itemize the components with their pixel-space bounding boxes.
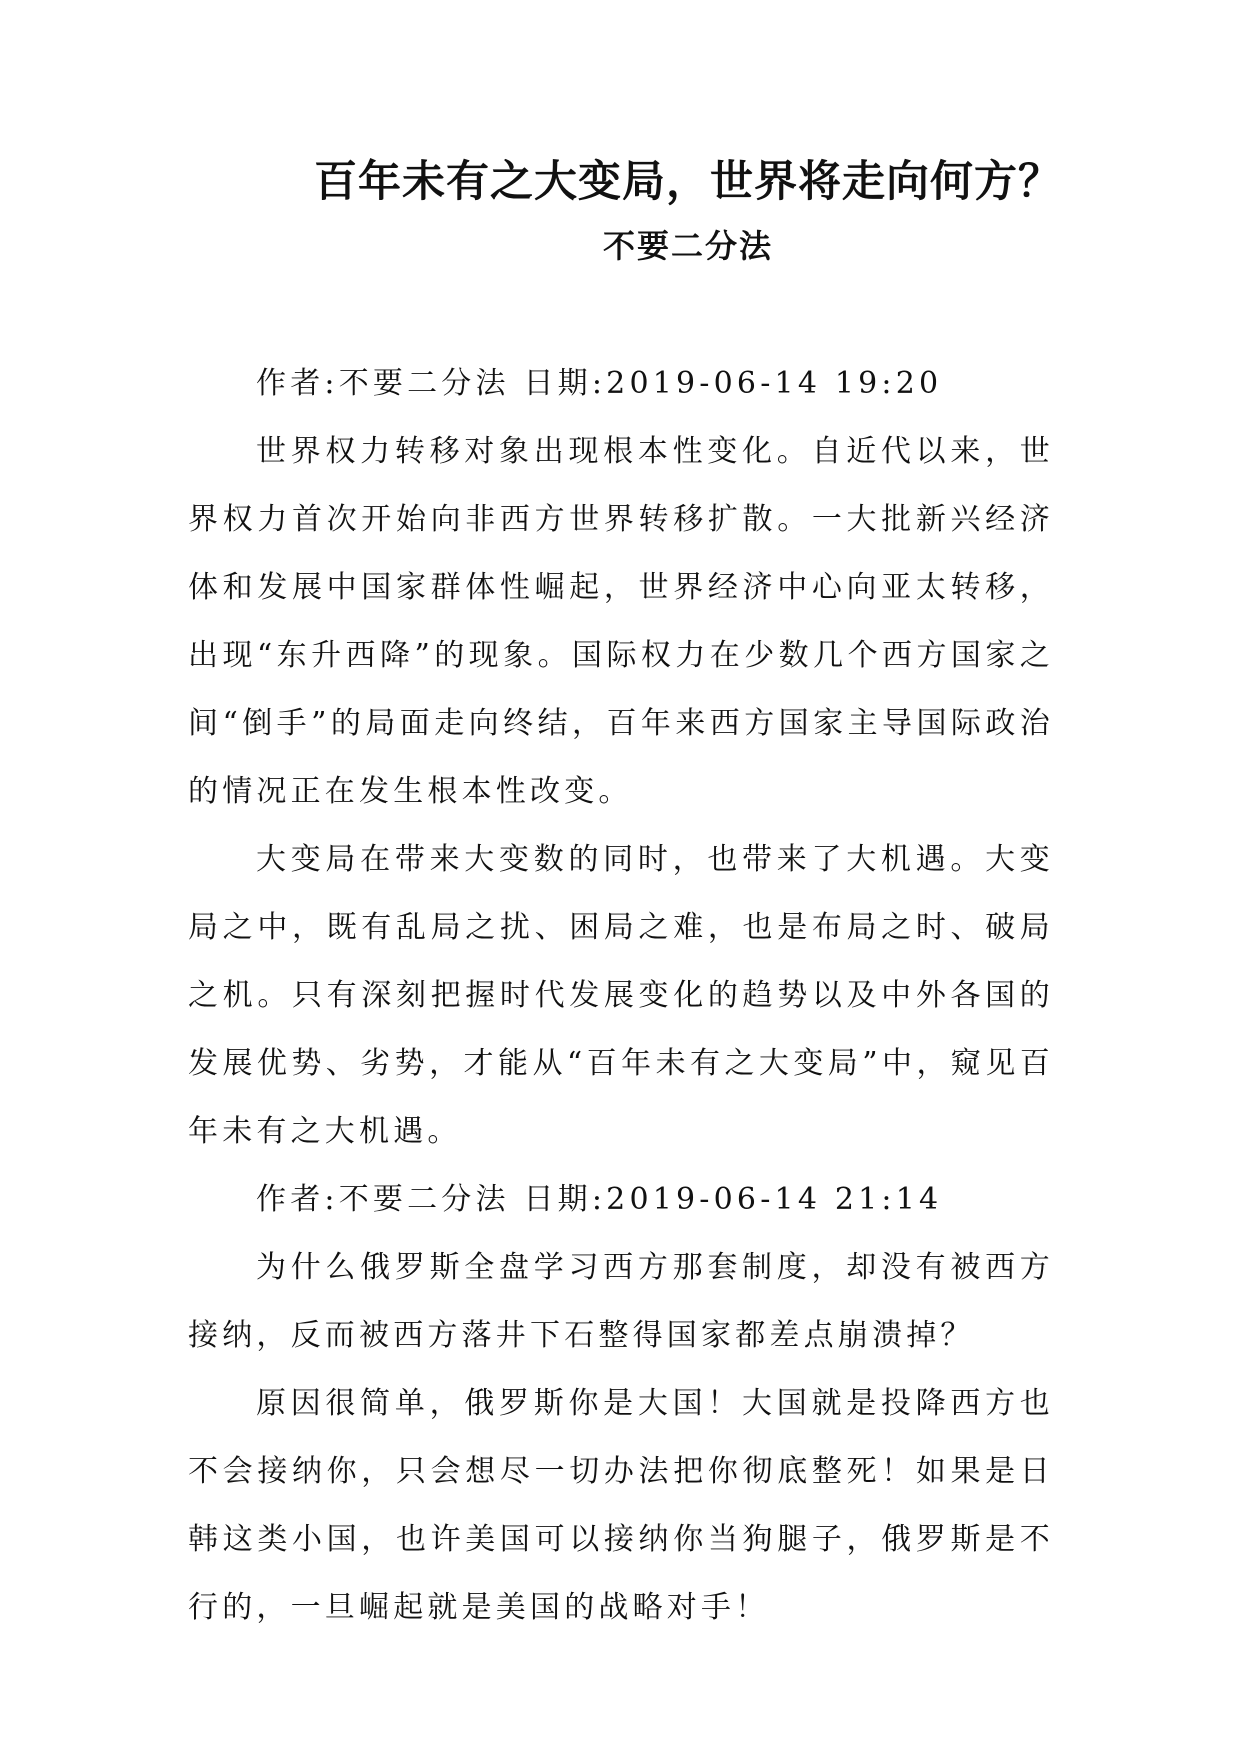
author-date-line-1: 作者:不要二分法 日期:2019-06-14 19:20 [256,366,943,401]
document-subtitle: 不要二分法 [602,227,773,265]
paragraph-opportunity: 大变局在带来大变数的同时，也带来了大机遇。大变局之中，既有乱局之扰、困局之难，也是布局之时、破局之机。只有深刻把握时代发展变化的趋势以及中外各国的发展优势、劣势，才能从“百年未有之大变局”中，窥见百年未有之大机遇。 [188,842,1054,1149]
paragraph-power-shift: 世界权力转移对象出现根本性变化。自近代以来，世界权力首次开始向非西方世界转移扩散。一大批新兴经济体和发展中国家群体性崛起，世界经济中心向亚太转移，出现“东升西降”的现象。国际权力在少数几个西方国家之间“倒手”的局面走向终结，百年来西方国家主导国际政治的情况正在发生根本性改变。 [188,434,1054,809]
paragraph-russia-answer: 原因很简单，俄罗斯你是大国！大国就是投降西方也不会接纳你，只会想尽一切办法把你彻底整死！如果是日韩这类小国，也许美国可以接纳你当狗腿子，俄罗斯是不行的，一旦崛起就是美国的战略对手！ [188,1386,1054,1625]
author-date-line-2: 作者:不要二分法 日期:2019-06-14 21:14 [256,1182,943,1217]
paragraph-russia-question: 为什么俄罗斯全盘学习西方那套制度，却没有被西方接纳，反而被西方落井下石整得国家都差点崩溃掉？ [188,1250,1054,1353]
document-body [188,350,1054,1642]
document-title: 百年未有之大变局，世界将走向何方？ [314,157,1062,207]
